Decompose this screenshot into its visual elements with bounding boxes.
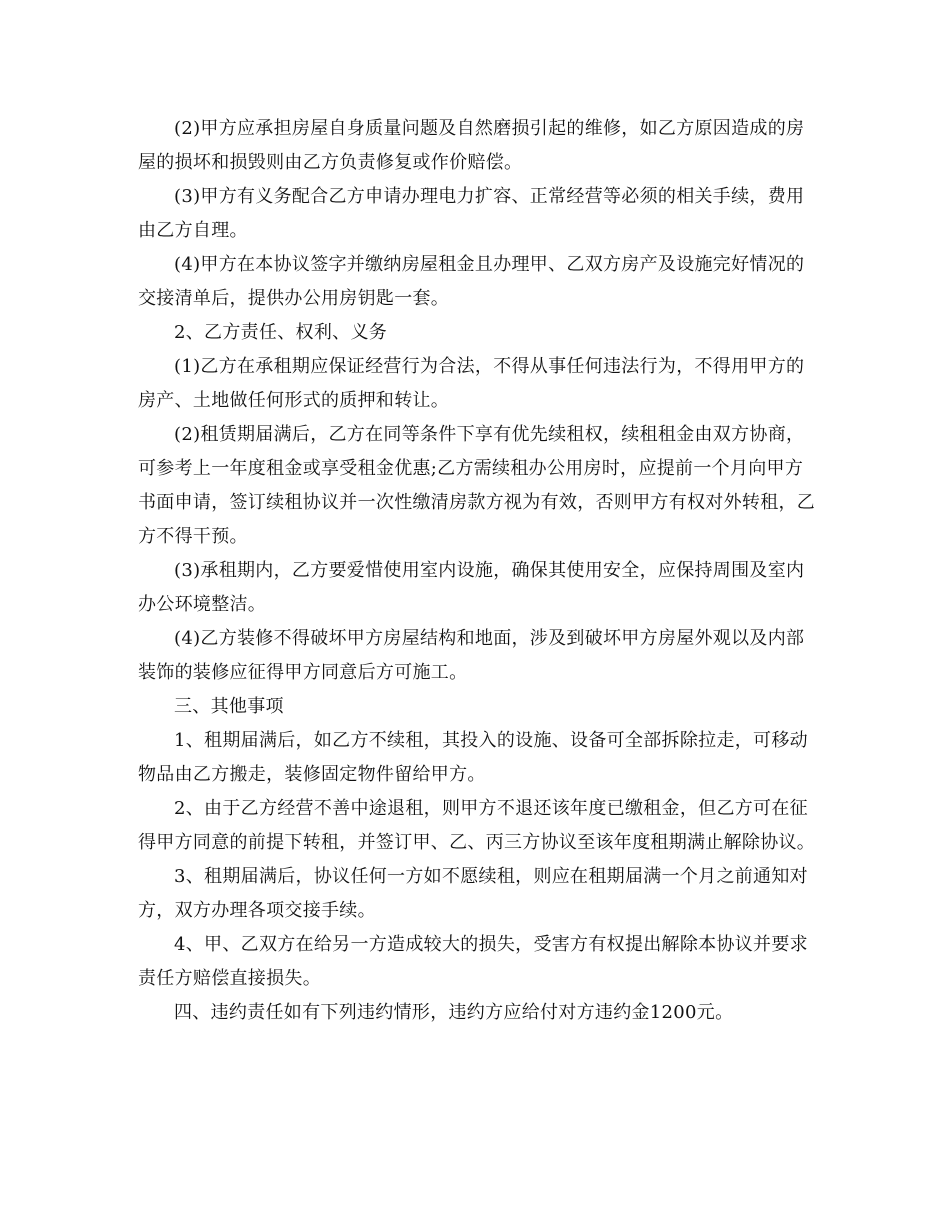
- section-heading-breach-liability: 四、违约责任如有下列违约情形，违约方应给付对方违约金1200元。: [174, 1002, 734, 1023]
- section-heading-other-matters: 三、其他事项: [174, 696, 284, 717]
- paragraph-landlord-assist-procedures: (3)甲方有义务配合乙方申请办理电力扩容、正常经营等必须的相关手续，费用由乙方自理。: [138, 186, 805, 241]
- paragraph-tenant-renovation-limits: (4)乙方装修不得破坏甲方房屋结构和地面，涉及到破坏甲方房屋外观以及内部装饰的装修应征得甲方同意后方可施工。: [138, 628, 805, 683]
- paragraph-landlord-repair-duty: (2)甲方应承担房屋自身质量问题及自然磨损引起的维修，如乙方原因造成的房屋的损坏和损毁则由乙方负责修复或作价赔偿。: [138, 118, 805, 173]
- paragraph-tenant-facility-care: (3)承租期内，乙方要爱惜使用室内设施，确保其使用安全，应保持周围及室内办公环境整洁。: [138, 560, 805, 615]
- document-body: [138, 112, 818, 1030]
- paragraph-tenant-renewal-right: (2)租赁期届满后，乙方在同等条件下享有优先续租权，续租租金由双方协商，可参考上一年度租金或享受租金优惠;乙方需续租办公用房时，应提前一个月向甲方书面申请，签订续租协议并一次性缴清房款方视为有效，否则甲方有权对外转租，乙方不得干预。: [138, 424, 816, 547]
- paragraph-landlord-provide-keys: (4)甲方在本协议签字并缴纳房屋租金且办理甲、乙双方房产及设施完好情况的交接清单后，提供办公用房钥匙一套。: [138, 254, 805, 309]
- paragraph-early-termination-sublease: 2、由于乙方经营不善中途退租，则甲方不退还该年度已缴租金，但乙方可在征得甲方同意的前提下转租，并签订甲、乙、丙三方协议至该年度租期满止解除协议。: [138, 798, 816, 853]
- paragraph-renewal-notice: 3、租期届满后，协议任何一方如不愿续租，则应在租期届满一个月之前通知对方，双方办理各项交接手续。: [138, 866, 808, 921]
- paragraph-lease-expiry-removal: 1、租期届满后，如乙方不续租，其投入的设施、设备可全部拆除拉走，可移动物品由乙方搬走，装修固定物件留给甲方。: [138, 730, 808, 785]
- paragraph-damage-termination: 4、甲、乙双方在给另一方造成较大的损失，受害方有权提出解除本协议并要求责任方赔偿直接损失。: [138, 934, 808, 989]
- section-heading-tenant-duties: 2、乙方责任、权利、义务: [174, 322, 388, 343]
- paragraph-tenant-lawful-operation: (1)乙方在承租期应保证经营行为合法，不得从事任何违法行为，不得用甲方的房产、土地做任何形式的质押和转让。: [138, 356, 805, 411]
